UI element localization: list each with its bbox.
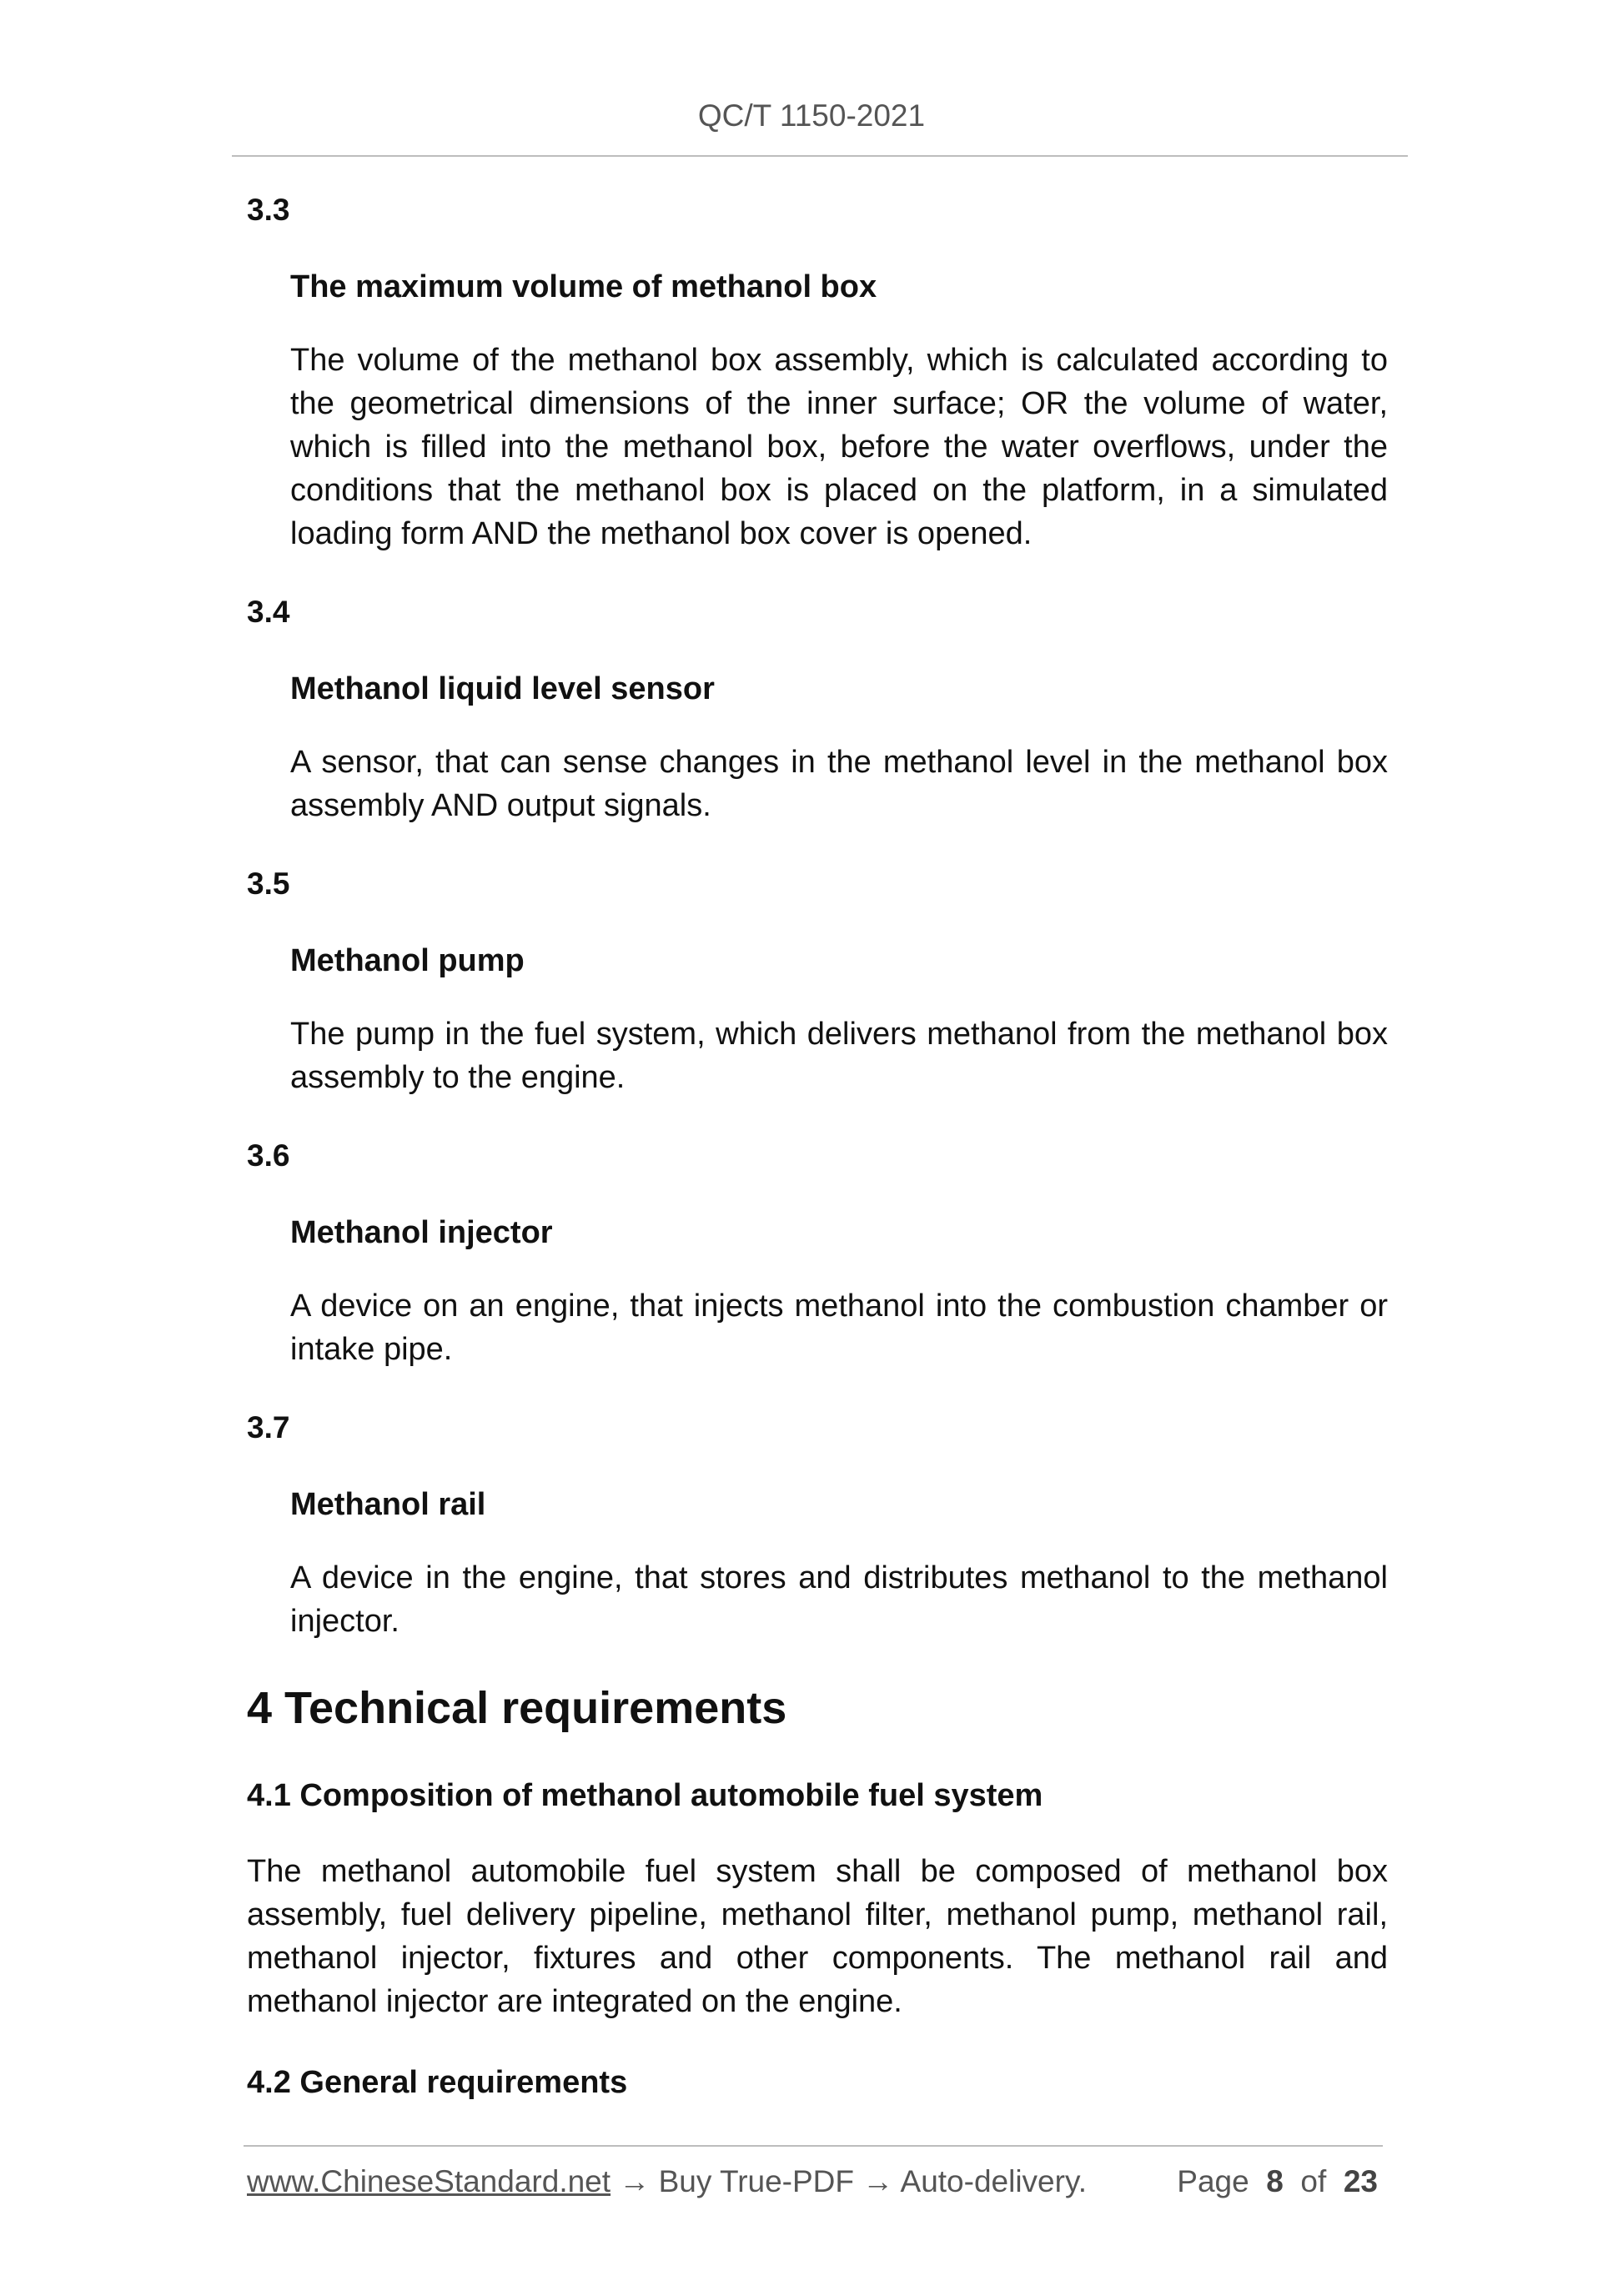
footer-divider [244,2145,1383,2147]
page-of-label: of [1300,2164,1327,2198]
clause-definition: A device on an engine, that injects methanol into the combustion chamber or intake pipe. [290,1289,1388,1367]
clause-definition: A device in the engine, that stores and distributes methanol to the methanol injector. [290,1560,1388,1639]
page-header-doc-id: QC/T 1150-2021 [697,98,926,133]
clause-number: 3.5 [247,867,290,901]
clause-definition: The pump in the fuel system, which delivers methanol from the methanol box assembly to the engine. [290,1017,1388,1095]
clause-term: Methanol injector [290,1215,553,1250]
subsection-heading-general-requirements: 4.2 General requirements [247,2065,628,2100]
clause-3-4 [247,592,1388,827]
clause-number: 3.3 [247,193,290,227]
document-body [247,190,1388,2103]
page-total: 23 [1343,2164,1378,2198]
clause-term: The maximum volume of methanol box [290,269,877,304]
subsection-heading-composition: 4.1 Composition of methanol automobile fuel system [247,1778,1043,1813]
clause-term: Methanol pump [290,943,525,978]
clause-term: Methanol rail [290,1487,486,1522]
chinesestandard-link[interactable]: www.ChineseStandard.net [247,2164,611,2198]
clause-definition: A sensor, that can sense changes in the methanol level in the methanol box assembly AND output signals. [290,745,1388,823]
clause-3-7 [247,1408,1388,1643]
clause-term: Methanol liquid level sensor [290,671,715,706]
clause-3-5 [247,864,1388,1099]
page-label: Page [1177,2164,1249,2198]
page-footer [247,2162,1383,2202]
clause-number: 3.6 [247,1138,290,1173]
header-divider [232,155,1408,157]
clause-number: 3.4 [247,595,290,629]
clause-3-6 [247,1136,1388,1371]
clause-3-3 [247,190,1388,555]
page-current: 8 [1266,2164,1284,2198]
composition-paragraph: The methanol automobile fuel system shall be composed of methanol box assembly, fuel delivery pipeline, methanol filter, methanol pump, methanol rail, methanol injector, fixtures and other components. The methanol rail and methanol injector are integrated on the engine. [247,1854,1388,2019]
clause-number: 3.7 [247,1410,290,1444]
section-heading-technical-requirements: 4 Technical requirements [247,1683,787,1733]
clause-definition: The volume of the methanol box assembly, which is calculated according to the geometrical dimensions of the inner surface; OR the volume of water, which is filled into the methanol box, before the water overflows, under the conditions that the methanol box is placed on the platform, in a simulated loading form AND the methanol box cover is opened. [290,343,1388,551]
footer-promo-text: → Buy True-PDF → Auto-delivery. [611,2164,1087,2198]
page-indicator [1177,2162,1378,2202]
